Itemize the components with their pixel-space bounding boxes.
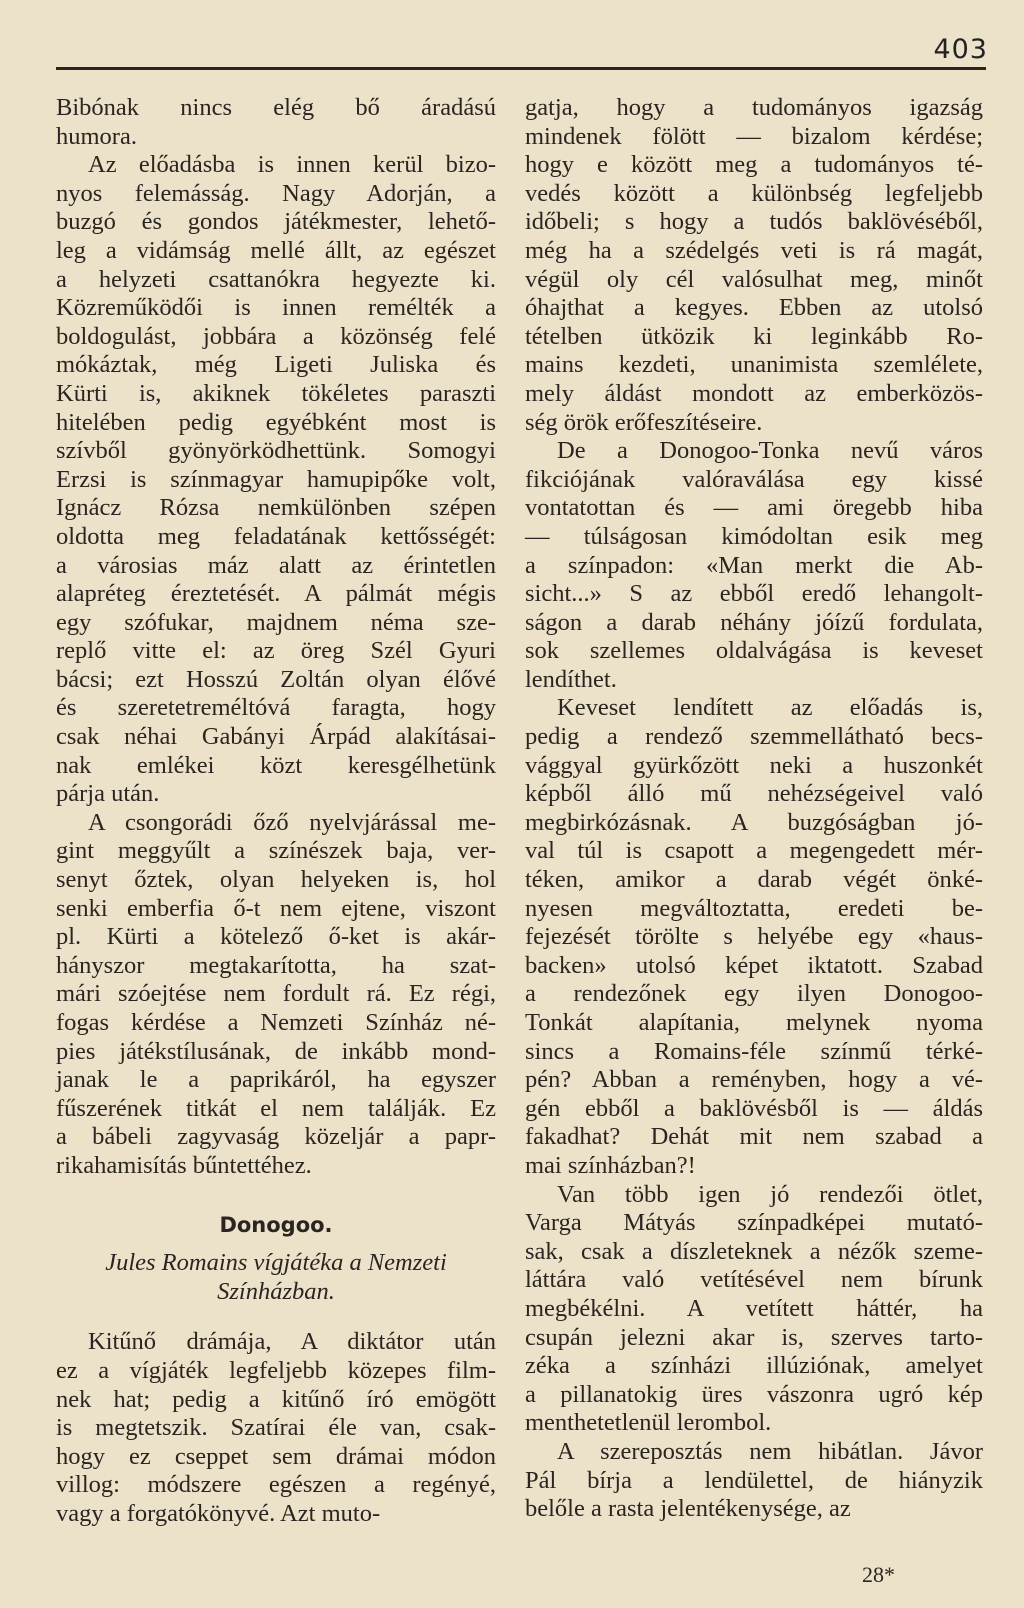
text-line: mókáztak, még Ligeti Juliska és: [56, 351, 496, 379]
text-line: humora.: [56, 122, 137, 150]
paragraph: [525, 1438, 983, 1524]
text-line: sok szellemes oldalvágása is keveset: [525, 637, 983, 665]
text-line: a rendezőnek egy ilyen Donogoo-: [525, 980, 983, 1008]
text-line: pedig a rendező szemmellátható becs-: [525, 723, 983, 751]
text-line: oldotta meg feladatának kettősségét:: [56, 522, 496, 550]
text-line: gatja, hogy a tudományos igazság: [525, 94, 983, 121]
text-line: csupán jelezni akar is, szerves tarto-: [525, 1323, 983, 1351]
paragraph: [56, 1328, 496, 1528]
text-line: Kitűnő drámája, A diktátor után: [88, 1328, 496, 1356]
text-line: boldogulást, jobbára a közönség felé: [56, 322, 496, 350]
text-line: hogy ez cseppet sem drámai módon: [56, 1442, 496, 1470]
text-line: Keveset lendített az előadás is,: [557, 694, 983, 722]
text-line: Bibónak nincs elég bő áradású: [56, 94, 496, 121]
text-line: óhajthat a kegyes. Ebben az utolsó: [525, 294, 983, 322]
paragraph: [525, 694, 983, 1180]
text-line: buzgó és gondos játékmester, lehető-: [56, 208, 496, 236]
subtitle-line: Jules Romains vígjátéka a Nemzeti: [105, 1249, 447, 1277]
text-line: belőle a rasta jelentékenysége, az: [525, 1495, 851, 1523]
text-line: mindenek fölött — bizalom kérdése;: [525, 122, 983, 150]
text-line: vontatottan és — ami öregebb hiba: [525, 494, 983, 522]
text-line: Varga Mátyás színpadképei mutató-: [525, 1209, 983, 1237]
text-line: pén? Abban a reményben, hogy a vé-: [525, 1066, 983, 1094]
text-line: ez a vígjáték legfeljebb közepes film-: [56, 1356, 496, 1384]
text-line: leg a vidámság mellé állt, az egészet: [56, 236, 496, 264]
right-column: [525, 94, 983, 1524]
paragraph: [525, 437, 983, 694]
text-line: replő vitte el: az öreg Szél Gyuri: [56, 637, 496, 665]
header-rule: [56, 67, 986, 70]
text-line: senyt őztek, olyan helyeken is, hol: [56, 866, 496, 894]
text-line: párja után.: [56, 780, 160, 808]
text-line: pies játékstílusának, de inkább mond-: [56, 1037, 496, 1065]
text-line: Közreműködői is innen remélték a: [56, 294, 496, 322]
text-line: gén ebből a baklövésből is — áldás: [525, 1094, 983, 1122]
text-line: nek hat; pedig a kitűnő író emögött: [56, 1385, 496, 1413]
text-line: gint meggyűlt a színészek baja, ver-: [56, 837, 496, 865]
text-line: sincs a Romains-féle színmű térké-: [525, 1037, 983, 1065]
text-line: mains kezdeti, unanimista szemlélete,: [525, 351, 983, 379]
article-subtitle: [56, 1249, 496, 1306]
text-line: is megtetszik. Szatírai éle van, csak-: [56, 1414, 496, 1442]
text-line: Pál bírja a lendülettel, de hiányzik: [525, 1466, 983, 1494]
text-line: A csongorádi őző nyelvjárással me-: [88, 808, 496, 836]
text-line: vággyal gyürkőzött neki a huszonkét: [525, 751, 983, 779]
text-line: hogy e között meg a tudományos té-: [525, 151, 983, 179]
text-line: szívből gyönyörködhettünk. Somogyi: [56, 437, 496, 465]
signature-mark: 28*: [862, 1562, 895, 1587]
text-line: a bábeli zagyvaság közeljár a papr-: [56, 1123, 496, 1151]
text-line: mely áldást mondott az emberközös-: [525, 379, 983, 407]
text-line: alapréteg éreztetését. A pálmát mégis: [56, 580, 496, 608]
subtitle-line: Színházban.: [217, 1277, 335, 1305]
text-line: és szeretetreméltóvá faragta, hogy: [56, 694, 496, 722]
text-line: ságon a darab néhány jóízű fordulata,: [525, 608, 983, 636]
paragraph: [525, 1181, 983, 1438]
text-line: bácsi; ezt Hosszú Zoltán olyan élővé: [56, 665, 496, 693]
text-line: Erzsi is színmagyar hamupipőke volt,: [56, 465, 496, 493]
paragraph: [56, 809, 496, 1181]
text-line: villog: módszere egészen a regényé,: [56, 1471, 496, 1499]
text-line: A szereposztás nem hibátlan. Jávor: [557, 1437, 983, 1465]
text-line: val túl is csapott a megengedett mér-: [525, 837, 983, 865]
text-line: Kürti is, akiknek tökéletes paraszti: [56, 379, 496, 407]
text-line: hitelében pedig egyébként most is: [56, 408, 496, 436]
text-line: időbeli; s hogy a tudós baklövéséből,: [525, 208, 983, 236]
text-line: fikciójának valóraválása egy kissé: [525, 465, 983, 493]
text-line: fűszerének titkát el nem találják. Ez: [56, 1094, 496, 1122]
text-line: a pillanatokig üres vászonra ugró kép: [525, 1380, 983, 1408]
text-line: janak le a paprikáról, ha egyszer: [56, 1066, 496, 1094]
text-line: Ignácz Rózsa nemkülönben szépen: [56, 494, 496, 522]
text-line: senki emberfia ő-t nem ejtene, viszont: [56, 894, 496, 922]
article-heading: Donogoo.: [219, 1212, 333, 1237]
paragraph: [56, 151, 496, 809]
paragraph: [56, 94, 496, 151]
text-line: nyos felemásság. Nagy Adorján, a: [56, 179, 496, 207]
text-line: pl. Kürti a kötelező ő-ket is akár-: [56, 923, 496, 951]
text-line: még ha a szédelgés veti is rá magát,: [525, 236, 983, 264]
text-line: végül oly cél valósulhat meg, minőt: [525, 265, 983, 293]
text-line: egy szófukar, majdnem néma sze-: [56, 608, 496, 636]
text-line: a színpadon: «Man merkt die Ab-: [525, 551, 983, 579]
text-line: ség örök erőfeszítéseire.: [525, 408, 763, 436]
text-line: mai színházban?!: [525, 1151, 696, 1179]
text-line: sak, csak a díszleteknek a nézők szeme-: [525, 1237, 983, 1265]
text-line: megbirkózásnak. A buzgóságban jó-: [525, 808, 983, 836]
text-line: láttára való vetítésével nem bírunk: [525, 1266, 983, 1294]
text-line: megbékélni. A vetített háttér, ha: [525, 1294, 983, 1322]
text-line: zéka a színházi illúziónak, amelyet: [525, 1352, 983, 1380]
page-number: 403: [933, 34, 988, 65]
text-line: csak néhai Gabányi Árpád alakításai-: [56, 723, 496, 751]
text-line: Tonkát alapítania, melynek nyoma: [525, 1009, 983, 1036]
text-line: — túlságosan kimódoltan esik meg: [525, 522, 983, 550]
text-line: nyesen megváltoztatta, eredeti be-: [525, 894, 983, 922]
text-line: képből álló mű nehézségeivel való: [525, 780, 983, 808]
text-line: vedés között a különbség legfeljebb: [525, 179, 983, 207]
text-line: Az előadásba is innen kerül bizo-: [88, 151, 496, 179]
text-line: menthetetlenül lerombol.: [525, 1409, 772, 1437]
text-line: fakadhat? Dehát mit nem szabad a: [525, 1123, 983, 1151]
text-line: nak emlékei közt keresgélhetünk: [56, 751, 496, 779]
text-line: rikahamisítás bűntettéhez.: [56, 1151, 312, 1179]
text-line: backen» utolsó képet iktatott. Szabad: [525, 951, 983, 979]
text-line: vagy a forgatókönyvé. Azt muto-: [56, 1499, 381, 1527]
text-line: a városias máz alatt az érintetlen: [56, 551, 496, 579]
text-line: lendíthet.: [525, 665, 617, 693]
left-column: [56, 94, 496, 1529]
paragraph: [525, 94, 983, 437]
text-line: fejezését törölte s helyébe egy «haus-: [525, 923, 983, 951]
text-line: sicht...» S az ebből eredő lehangolt-: [525, 580, 983, 608]
text-line: tételben ütközik ki leginkább Ro-: [525, 322, 983, 350]
text-line: hányszor megtakarította, ha szat-: [56, 951, 496, 979]
text-line: a helyzeti csattanókra hegyezte ki.: [56, 265, 496, 293]
text-line: téken, amikor a darab végét önké-: [525, 866, 983, 894]
text-line: fogas kérdése a Nemzeti Színház né-: [56, 1009, 496, 1036]
text-line: De a Donogoo-Tonka nevű város: [557, 437, 983, 465]
text-line: Van több igen jó rendezői ötlet,: [557, 1180, 983, 1208]
text-line: mári szóejtése nem fordult rá. Ez régi,: [56, 980, 496, 1008]
